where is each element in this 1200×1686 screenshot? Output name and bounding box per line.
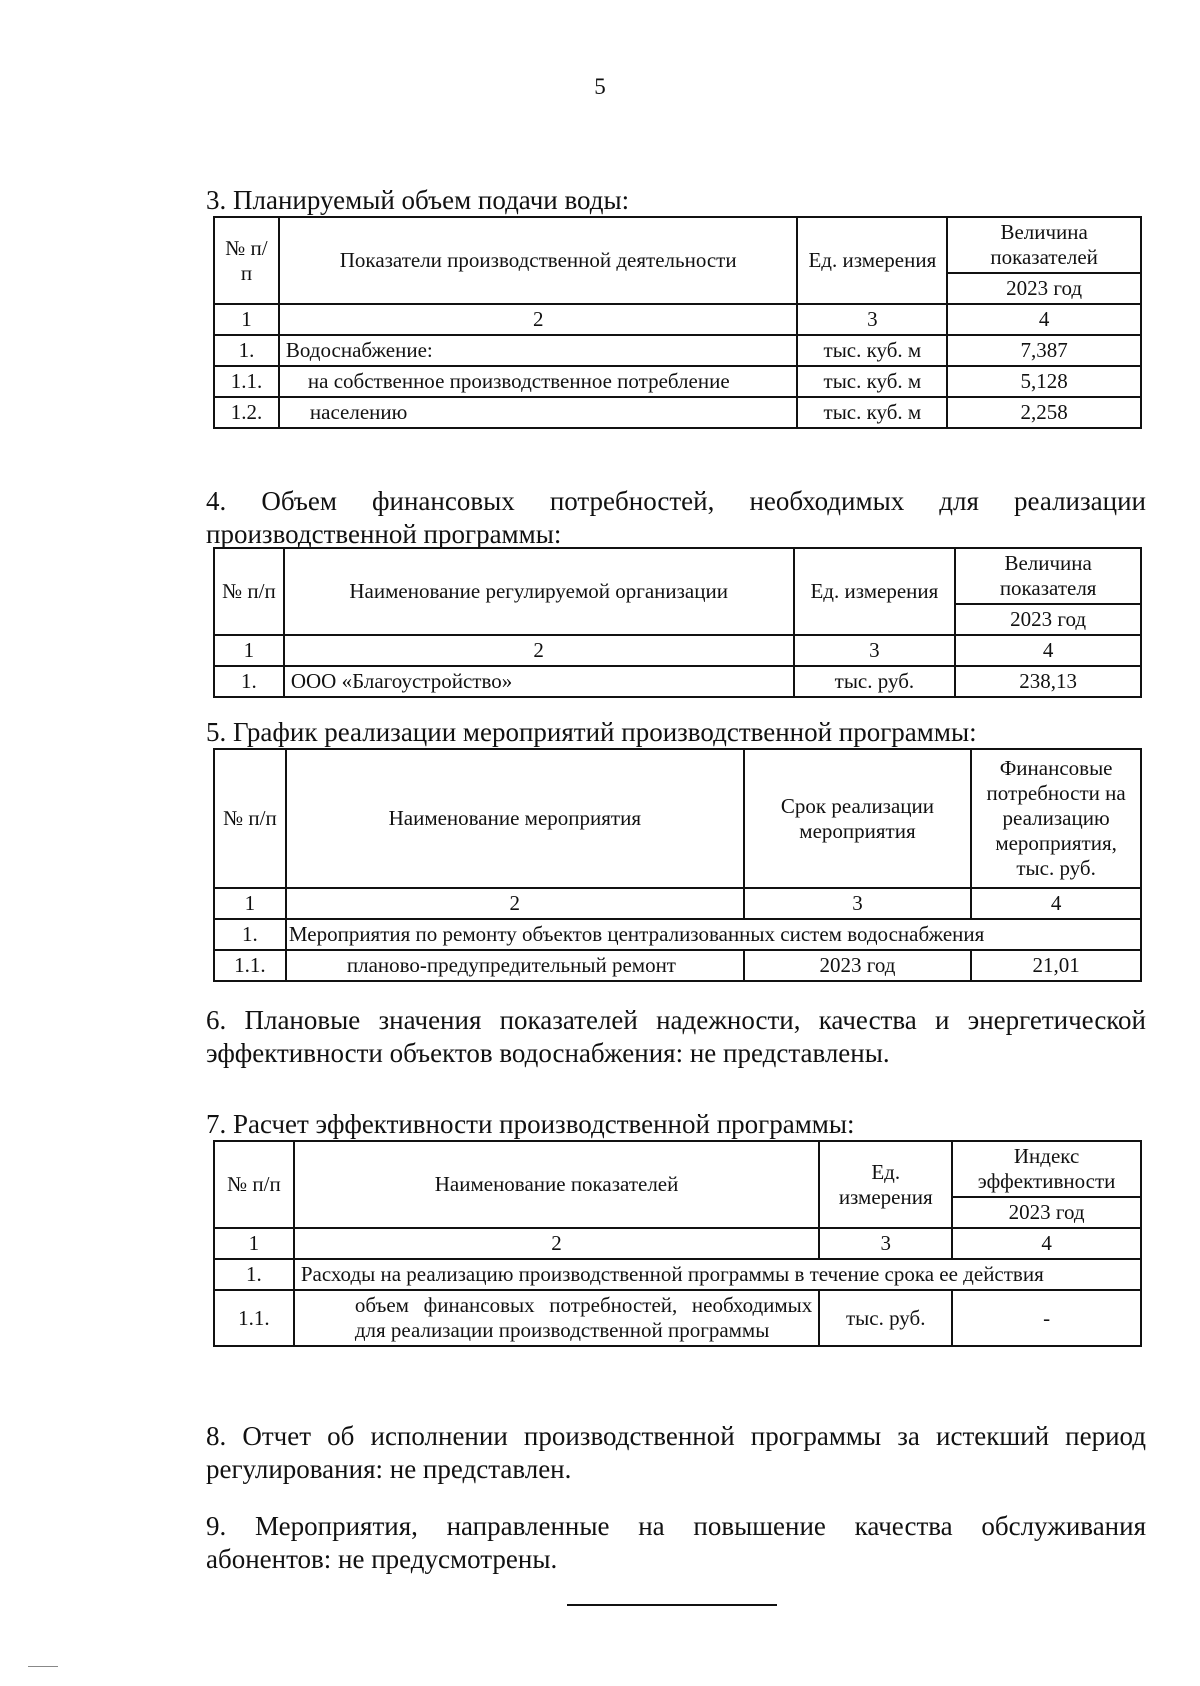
table-group-row: [214, 919, 1141, 950]
column-number-row: [214, 635, 1141, 666]
row-num: 1.1.: [214, 1290, 294, 1346]
col-number: 4: [947, 304, 1141, 335]
table-row: [214, 335, 1141, 366]
table-header-row: [214, 749, 1141, 888]
header-unit: Ед. измерения: [797, 217, 947, 304]
header-unit: Ед. измерения: [794, 548, 956, 635]
col-number: 1: [214, 304, 279, 335]
table-group-row: [214, 1259, 1141, 1290]
row-name: на собственное производственное потребление: [279, 366, 798, 397]
header-year: 2023 год: [955, 604, 1141, 635]
row-num: 1.2.: [214, 397, 279, 428]
header-finance: Финансовые потребности на реализацию мероприятия, тыс. руб.: [971, 749, 1141, 888]
section-8-text: 8. Отчет об исполнении производственной программы за истекший период регулирования: не представлен.: [206, 1421, 1146, 1484]
header-num: № п/п: [214, 1141, 294, 1228]
row-name: планово-предупредительный ремонт: [286, 950, 744, 981]
row-value: 7,387: [947, 335, 1141, 366]
table-row: [214, 950, 1141, 981]
header-year: 2023 год: [952, 1197, 1141, 1228]
col-number: 1: [214, 888, 286, 919]
section-6-text: 6. Плановые значения показателей надежности, качества и энергетической эффективности объектов водоснабжения: не представлены.: [206, 1005, 1146, 1068]
group-num: 1.: [214, 1259, 294, 1290]
schedule-table: [213, 748, 1142, 982]
section-4-title: 4. Объем финансовых потребностей, необходимых для реализации производственной программы:: [206, 486, 1146, 549]
header-num: № п/п: [214, 217, 279, 304]
col-number: 3: [797, 304, 947, 335]
row-unit: тыс. руб.: [794, 666, 956, 697]
section-9-text: 9. Мероприятия, направленные на повышение качества обслуживания абонентов: не предусмотрены.: [206, 1511, 1146, 1574]
row-unit: тыс. куб. м: [797, 366, 947, 397]
table-header-row: [214, 217, 1141, 273]
row-name: объем финансовых потребностей, необходимых для реализации производственной программы: [294, 1290, 819, 1346]
header-value: Величина показателей: [947, 217, 1141, 273]
row-value: 238,13: [955, 666, 1141, 697]
group-name: Расходы на реализацию производственной программы в течение срока ее действия: [294, 1259, 1141, 1290]
header-year: 2023 год: [947, 273, 1141, 304]
header-name: Наименование мероприятия: [286, 749, 744, 888]
column-number-row: [214, 304, 1141, 335]
header-value: Индекс эффективности: [952, 1141, 1141, 1197]
table-row: [214, 1290, 1141, 1346]
efficiency-table: [213, 1140, 1142, 1347]
section-5-title: 5. График реализации мероприятий производственной программы:: [206, 717, 977, 747]
col-number: 1: [214, 635, 284, 666]
header-name: Наименование регулируемой организации: [284, 548, 794, 635]
section-7-title: 7. Расчет эффективности производственной программы:: [206, 1109, 855, 1139]
group-num: 1.: [214, 919, 286, 950]
row-num: 1.: [214, 666, 284, 697]
header-value: Величина показателя: [955, 548, 1141, 604]
header-name: Показатели производственной деятельности: [279, 217, 798, 304]
financial-needs-table: [213, 547, 1142, 698]
col-number: 4: [971, 888, 1141, 919]
row-num: 1.: [214, 335, 279, 366]
header-name: Наименование показателей: [294, 1141, 819, 1228]
col-number: 2: [294, 1228, 819, 1259]
table-row: [214, 397, 1141, 428]
header-num: № п/п: [214, 749, 286, 888]
row-name: населению: [279, 397, 798, 428]
row-value: 5,128: [947, 366, 1141, 397]
corner-mark: [28, 1666, 58, 1667]
col-number: 2: [284, 635, 794, 666]
header-term: Срок реализации мероприятия: [744, 749, 971, 888]
group-name: Мероприятия по ремонту объектов централизованных систем водоснабжения: [286, 919, 1141, 950]
header-num: № п/п: [214, 548, 284, 635]
header-unit: Ед. измерения: [819, 1141, 952, 1228]
table-header-row: [214, 1141, 1141, 1197]
row-num: 1.1.: [214, 366, 279, 397]
col-number: 4: [952, 1228, 1141, 1259]
col-number: 2: [286, 888, 744, 919]
col-number: 4: [955, 635, 1141, 666]
row-term: 2023 год: [744, 950, 971, 981]
row-name: Водоснабжение:: [279, 335, 798, 366]
column-number-row: [214, 1228, 1141, 1259]
col-number: 3: [744, 888, 971, 919]
page-number: 5: [594, 74, 606, 99]
table-row: [214, 366, 1141, 397]
table-header-row: [214, 548, 1141, 604]
row-name: ООО «Благоустройство»: [284, 666, 794, 697]
table-row: [214, 666, 1141, 697]
row-value: 21,01: [971, 950, 1141, 981]
row-unit: тыс. руб.: [819, 1290, 952, 1346]
row-num: 1.1.: [214, 950, 286, 981]
col-number: 3: [794, 635, 956, 666]
col-number: 1: [214, 1228, 294, 1259]
column-number-row: [214, 888, 1141, 919]
end-divider: [567, 1604, 777, 1606]
water-supply-table: [213, 216, 1142, 429]
row-value: 2,258: [947, 397, 1141, 428]
col-number: 3: [819, 1228, 952, 1259]
col-number: 2: [279, 304, 798, 335]
row-value: -: [952, 1290, 1141, 1346]
section-3-title: 3. Планируемый объем подачи воды:: [206, 185, 630, 215]
row-unit: тыс. куб. м: [797, 335, 947, 366]
row-unit: тыс. куб. м: [797, 397, 947, 428]
